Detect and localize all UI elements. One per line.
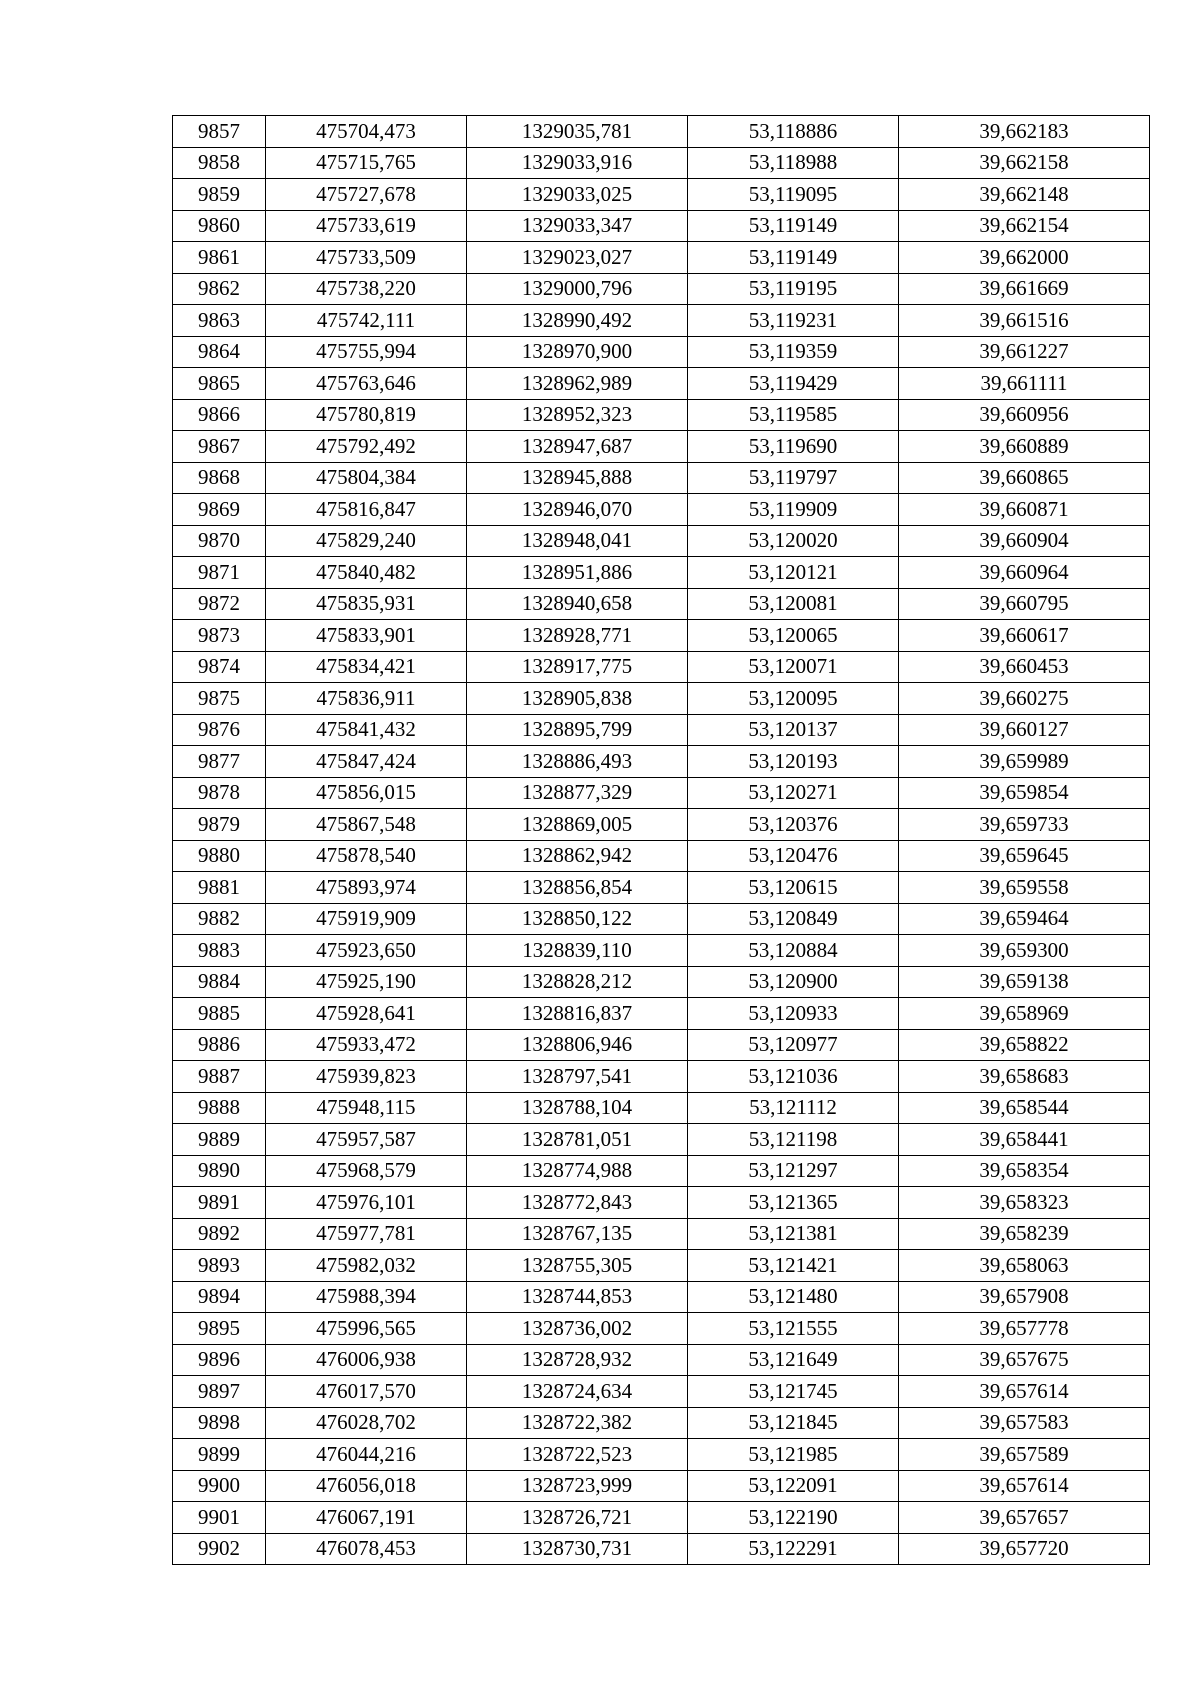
longitude-cell: 39,660453 bbox=[899, 651, 1150, 683]
table-row bbox=[173, 1061, 1150, 1093]
x-coordinate-cell: 475878,540 bbox=[266, 840, 467, 872]
latitude-cell: 53,121112 bbox=[688, 1092, 899, 1124]
longitude-cell: 39,658822 bbox=[899, 1029, 1150, 1061]
table-row bbox=[173, 872, 1150, 904]
latitude-cell: 53,121198 bbox=[688, 1124, 899, 1156]
x-coordinate-cell: 475715,765 bbox=[266, 147, 467, 179]
point-number-cell: 9890 bbox=[173, 1155, 266, 1187]
longitude-cell: 39,657720 bbox=[899, 1533, 1150, 1565]
table-row bbox=[173, 620, 1150, 652]
x-coordinate-cell: 475742,111 bbox=[266, 305, 467, 337]
x-coordinate-cell: 475977,781 bbox=[266, 1218, 467, 1250]
coordinates-table bbox=[172, 115, 1150, 1565]
y-coordinate-cell: 1328816,837 bbox=[467, 998, 688, 1030]
latitude-cell: 53,119909 bbox=[688, 494, 899, 526]
y-coordinate-cell: 1328917,775 bbox=[467, 651, 688, 683]
x-coordinate-cell: 475996,565 bbox=[266, 1313, 467, 1345]
point-number-cell: 9871 bbox=[173, 557, 266, 589]
latitude-cell: 53,119231 bbox=[688, 305, 899, 337]
point-number-cell: 9860 bbox=[173, 210, 266, 242]
x-coordinate-cell: 475919,909 bbox=[266, 903, 467, 935]
table-row bbox=[173, 683, 1150, 715]
longitude-cell: 39,657589 bbox=[899, 1439, 1150, 1471]
x-coordinate-cell: 475833,901 bbox=[266, 620, 467, 652]
point-number-cell: 9893 bbox=[173, 1250, 266, 1282]
y-coordinate-cell: 1328755,305 bbox=[467, 1250, 688, 1282]
table-row bbox=[173, 714, 1150, 746]
latitude-cell: 53,120071 bbox=[688, 651, 899, 683]
point-number-cell: 9864 bbox=[173, 336, 266, 368]
latitude-cell: 53,120977 bbox=[688, 1029, 899, 1061]
table-row bbox=[173, 1533, 1150, 1565]
longitude-cell: 39,659989 bbox=[899, 746, 1150, 778]
longitude-cell: 39,660795 bbox=[899, 588, 1150, 620]
y-coordinate-cell: 1328828,212 bbox=[467, 966, 688, 998]
table-row bbox=[173, 462, 1150, 494]
longitude-cell: 39,662158 bbox=[899, 147, 1150, 179]
table-row bbox=[173, 494, 1150, 526]
point-number-cell: 9898 bbox=[173, 1407, 266, 1439]
x-coordinate-cell: 476017,570 bbox=[266, 1376, 467, 1408]
latitude-cell: 53,120900 bbox=[688, 966, 899, 998]
longitude-cell: 39,660275 bbox=[899, 683, 1150, 715]
point-number-cell: 9896 bbox=[173, 1344, 266, 1376]
x-coordinate-cell: 475704,473 bbox=[266, 116, 467, 148]
y-coordinate-cell: 1328722,523 bbox=[467, 1439, 688, 1471]
point-number-cell: 9902 bbox=[173, 1533, 266, 1565]
point-number-cell: 9867 bbox=[173, 431, 266, 463]
y-coordinate-cell: 1328839,110 bbox=[467, 935, 688, 967]
x-coordinate-cell: 475840,482 bbox=[266, 557, 467, 589]
latitude-cell: 53,120476 bbox=[688, 840, 899, 872]
x-coordinate-cell: 475968,579 bbox=[266, 1155, 467, 1187]
x-coordinate-cell: 475893,974 bbox=[266, 872, 467, 904]
latitude-cell: 53,122291 bbox=[688, 1533, 899, 1565]
x-coordinate-cell: 476006,938 bbox=[266, 1344, 467, 1376]
latitude-cell: 53,121381 bbox=[688, 1218, 899, 1250]
table-row bbox=[173, 1155, 1150, 1187]
longitude-cell: 39,657583 bbox=[899, 1407, 1150, 1439]
latitude-cell: 53,121649 bbox=[688, 1344, 899, 1376]
point-number-cell: 9878 bbox=[173, 777, 266, 809]
longitude-cell: 39,657778 bbox=[899, 1313, 1150, 1345]
longitude-cell: 39,661516 bbox=[899, 305, 1150, 337]
x-coordinate-cell: 475727,678 bbox=[266, 179, 467, 211]
longitude-cell: 39,659138 bbox=[899, 966, 1150, 998]
latitude-cell: 53,120020 bbox=[688, 525, 899, 557]
longitude-cell: 39,659645 bbox=[899, 840, 1150, 872]
y-coordinate-cell: 1328806,946 bbox=[467, 1029, 688, 1061]
table-row bbox=[173, 1250, 1150, 1282]
point-number-cell: 9866 bbox=[173, 399, 266, 431]
longitude-cell: 39,658441 bbox=[899, 1124, 1150, 1156]
table-row bbox=[173, 1502, 1150, 1534]
longitude-cell: 39,662183 bbox=[899, 116, 1150, 148]
latitude-cell: 53,119429 bbox=[688, 368, 899, 400]
point-number-cell: 9872 bbox=[173, 588, 266, 620]
x-coordinate-cell: 475933,472 bbox=[266, 1029, 467, 1061]
longitude-cell: 39,659733 bbox=[899, 809, 1150, 841]
y-coordinate-cell: 1329000,796 bbox=[467, 273, 688, 305]
point-number-cell: 9885 bbox=[173, 998, 266, 1030]
table-row bbox=[173, 1470, 1150, 1502]
x-coordinate-cell: 475829,240 bbox=[266, 525, 467, 557]
point-number-cell: 9886 bbox=[173, 1029, 266, 1061]
longitude-cell: 39,660964 bbox=[899, 557, 1150, 589]
x-coordinate-cell: 476028,702 bbox=[266, 1407, 467, 1439]
point-number-cell: 9874 bbox=[173, 651, 266, 683]
latitude-cell: 53,120081 bbox=[688, 588, 899, 620]
point-number-cell: 9869 bbox=[173, 494, 266, 526]
table-row bbox=[173, 1218, 1150, 1250]
y-coordinate-cell: 1328945,888 bbox=[467, 462, 688, 494]
x-coordinate-cell: 475867,548 bbox=[266, 809, 467, 841]
table-row bbox=[173, 746, 1150, 778]
table-row bbox=[173, 431, 1150, 463]
x-coordinate-cell: 475939,823 bbox=[266, 1061, 467, 1093]
y-coordinate-cell: 1328774,988 bbox=[467, 1155, 688, 1187]
latitude-cell: 53,120884 bbox=[688, 935, 899, 967]
latitude-cell: 53,120095 bbox=[688, 683, 899, 715]
x-coordinate-cell: 475957,587 bbox=[266, 1124, 467, 1156]
table-row bbox=[173, 1124, 1150, 1156]
x-coordinate-cell: 475780,819 bbox=[266, 399, 467, 431]
x-coordinate-cell: 475733,619 bbox=[266, 210, 467, 242]
x-coordinate-cell: 476056,018 bbox=[266, 1470, 467, 1502]
longitude-cell: 39,662154 bbox=[899, 210, 1150, 242]
latitude-cell: 53,120933 bbox=[688, 998, 899, 1030]
point-number-cell: 9857 bbox=[173, 116, 266, 148]
x-coordinate-cell: 475841,432 bbox=[266, 714, 467, 746]
x-coordinate-cell: 475755,994 bbox=[266, 336, 467, 368]
latitude-cell: 53,121555 bbox=[688, 1313, 899, 1345]
y-coordinate-cell: 1328723,999 bbox=[467, 1470, 688, 1502]
y-coordinate-cell: 1328788,104 bbox=[467, 1092, 688, 1124]
x-coordinate-cell: 475792,492 bbox=[266, 431, 467, 463]
latitude-cell: 53,119585 bbox=[688, 399, 899, 431]
point-number-cell: 9899 bbox=[173, 1439, 266, 1471]
latitude-cell: 53,118886 bbox=[688, 116, 899, 148]
point-number-cell: 9883 bbox=[173, 935, 266, 967]
point-number-cell: 9862 bbox=[173, 273, 266, 305]
y-coordinate-cell: 1328767,135 bbox=[467, 1218, 688, 1250]
point-number-cell: 9895 bbox=[173, 1313, 266, 1345]
x-coordinate-cell: 475763,646 bbox=[266, 368, 467, 400]
point-number-cell: 9865 bbox=[173, 368, 266, 400]
y-coordinate-cell: 1329035,781 bbox=[467, 116, 688, 148]
y-coordinate-cell: 1328856,854 bbox=[467, 872, 688, 904]
longitude-cell: 39,657675 bbox=[899, 1344, 1150, 1376]
x-coordinate-cell: 475923,650 bbox=[266, 935, 467, 967]
table-row bbox=[173, 305, 1150, 337]
table-row bbox=[173, 651, 1150, 683]
x-coordinate-cell: 475982,032 bbox=[266, 1250, 467, 1282]
table-row bbox=[173, 840, 1150, 872]
x-coordinate-cell: 475925,190 bbox=[266, 966, 467, 998]
table-row bbox=[173, 903, 1150, 935]
table-row bbox=[173, 525, 1150, 557]
point-number-cell: 9888 bbox=[173, 1092, 266, 1124]
longitude-cell: 39,661227 bbox=[899, 336, 1150, 368]
table-row bbox=[173, 809, 1150, 841]
table-row bbox=[173, 966, 1150, 998]
table-row bbox=[173, 1187, 1150, 1219]
point-number-cell: 9870 bbox=[173, 525, 266, 557]
latitude-cell: 53,119359 bbox=[688, 336, 899, 368]
longitude-cell: 39,662148 bbox=[899, 179, 1150, 211]
latitude-cell: 53,119195 bbox=[688, 273, 899, 305]
y-coordinate-cell: 1328736,002 bbox=[467, 1313, 688, 1345]
y-coordinate-cell: 1328726,721 bbox=[467, 1502, 688, 1534]
point-number-cell: 9873 bbox=[173, 620, 266, 652]
y-coordinate-cell: 1328772,843 bbox=[467, 1187, 688, 1219]
longitude-cell: 39,660871 bbox=[899, 494, 1150, 526]
point-number-cell: 9879 bbox=[173, 809, 266, 841]
y-coordinate-cell: 1328970,900 bbox=[467, 336, 688, 368]
y-coordinate-cell: 1329033,025 bbox=[467, 179, 688, 211]
point-number-cell: 9897 bbox=[173, 1376, 266, 1408]
latitude-cell: 53,120065 bbox=[688, 620, 899, 652]
latitude-cell: 53,119095 bbox=[688, 179, 899, 211]
latitude-cell: 53,121421 bbox=[688, 1250, 899, 1282]
table-row bbox=[173, 1344, 1150, 1376]
x-coordinate-cell: 475816,847 bbox=[266, 494, 467, 526]
y-coordinate-cell: 1328886,493 bbox=[467, 746, 688, 778]
x-coordinate-cell: 475976,101 bbox=[266, 1187, 467, 1219]
latitude-cell: 53,121036 bbox=[688, 1061, 899, 1093]
table-row bbox=[173, 1029, 1150, 1061]
x-coordinate-cell: 475733,509 bbox=[266, 242, 467, 274]
x-coordinate-cell: 475856,015 bbox=[266, 777, 467, 809]
y-coordinate-cell: 1328951,886 bbox=[467, 557, 688, 589]
y-coordinate-cell: 1328940,658 bbox=[467, 588, 688, 620]
point-number-cell: 9858 bbox=[173, 147, 266, 179]
longitude-cell: 39,661669 bbox=[899, 273, 1150, 305]
table-row bbox=[173, 935, 1150, 967]
latitude-cell: 53,121365 bbox=[688, 1187, 899, 1219]
point-number-cell: 9877 bbox=[173, 746, 266, 778]
longitude-cell: 39,659558 bbox=[899, 872, 1150, 904]
y-coordinate-cell: 1328744,853 bbox=[467, 1281, 688, 1313]
longitude-cell: 39,661111 bbox=[899, 368, 1150, 400]
y-coordinate-cell: 1328730,731 bbox=[467, 1533, 688, 1565]
y-coordinate-cell: 1328862,942 bbox=[467, 840, 688, 872]
y-coordinate-cell: 1328905,838 bbox=[467, 683, 688, 715]
table-row bbox=[173, 242, 1150, 274]
y-coordinate-cell: 1329023,027 bbox=[467, 242, 688, 274]
point-number-cell: 9887 bbox=[173, 1061, 266, 1093]
longitude-cell: 39,658683 bbox=[899, 1061, 1150, 1093]
latitude-cell: 53,122091 bbox=[688, 1470, 899, 1502]
y-coordinate-cell: 1328728,932 bbox=[467, 1344, 688, 1376]
latitude-cell: 53,121480 bbox=[688, 1281, 899, 1313]
x-coordinate-cell: 475804,384 bbox=[266, 462, 467, 494]
point-number-cell: 9868 bbox=[173, 462, 266, 494]
table-row bbox=[173, 588, 1150, 620]
latitude-cell: 53,120849 bbox=[688, 903, 899, 935]
table-row bbox=[173, 179, 1150, 211]
table-row bbox=[173, 336, 1150, 368]
y-coordinate-cell: 1328722,382 bbox=[467, 1407, 688, 1439]
table-row bbox=[173, 1313, 1150, 1345]
latitude-cell: 53,119149 bbox=[688, 210, 899, 242]
longitude-cell: 39,658239 bbox=[899, 1218, 1150, 1250]
latitude-cell: 53,121845 bbox=[688, 1407, 899, 1439]
y-coordinate-cell: 1329033,916 bbox=[467, 147, 688, 179]
longitude-cell: 39,660889 bbox=[899, 431, 1150, 463]
table-body bbox=[173, 116, 1150, 1565]
y-coordinate-cell: 1328952,323 bbox=[467, 399, 688, 431]
table-row bbox=[173, 1281, 1150, 1313]
x-coordinate-cell: 475948,115 bbox=[266, 1092, 467, 1124]
latitude-cell: 53,120137 bbox=[688, 714, 899, 746]
longitude-cell: 39,657908 bbox=[899, 1281, 1150, 1313]
y-coordinate-cell: 1328946,070 bbox=[467, 494, 688, 526]
longitude-cell: 39,659854 bbox=[899, 777, 1150, 809]
point-number-cell: 9876 bbox=[173, 714, 266, 746]
x-coordinate-cell: 475834,421 bbox=[266, 651, 467, 683]
longitude-cell: 39,662000 bbox=[899, 242, 1150, 274]
y-coordinate-cell: 1328895,799 bbox=[467, 714, 688, 746]
point-number-cell: 9889 bbox=[173, 1124, 266, 1156]
y-coordinate-cell: 1328877,329 bbox=[467, 777, 688, 809]
latitude-cell: 53,119149 bbox=[688, 242, 899, 274]
x-coordinate-cell: 475835,931 bbox=[266, 588, 467, 620]
latitude-cell: 53,122190 bbox=[688, 1502, 899, 1534]
point-number-cell: 9884 bbox=[173, 966, 266, 998]
latitude-cell: 53,120193 bbox=[688, 746, 899, 778]
longitude-cell: 39,657614 bbox=[899, 1470, 1150, 1502]
y-coordinate-cell: 1328850,122 bbox=[467, 903, 688, 935]
x-coordinate-cell: 476078,453 bbox=[266, 1533, 467, 1565]
x-coordinate-cell: 475928,641 bbox=[266, 998, 467, 1030]
latitude-cell: 53,121985 bbox=[688, 1439, 899, 1471]
y-coordinate-cell: 1328948,041 bbox=[467, 525, 688, 557]
table-row bbox=[173, 1407, 1150, 1439]
longitude-cell: 39,660127 bbox=[899, 714, 1150, 746]
y-coordinate-cell: 1328781,051 bbox=[467, 1124, 688, 1156]
y-coordinate-cell: 1328928,771 bbox=[467, 620, 688, 652]
latitude-cell: 53,121745 bbox=[688, 1376, 899, 1408]
longitude-cell: 39,658323 bbox=[899, 1187, 1150, 1219]
latitude-cell: 53,120376 bbox=[688, 809, 899, 841]
point-number-cell: 9882 bbox=[173, 903, 266, 935]
latitude-cell: 53,118988 bbox=[688, 147, 899, 179]
x-coordinate-cell: 475738,220 bbox=[266, 273, 467, 305]
point-number-cell: 9894 bbox=[173, 1281, 266, 1313]
table-row bbox=[173, 1439, 1150, 1471]
table-row bbox=[173, 210, 1150, 242]
table-row bbox=[173, 147, 1150, 179]
x-coordinate-cell: 475988,394 bbox=[266, 1281, 467, 1313]
point-number-cell: 9891 bbox=[173, 1187, 266, 1219]
longitude-cell: 39,658354 bbox=[899, 1155, 1150, 1187]
table-row bbox=[173, 777, 1150, 809]
latitude-cell: 53,120121 bbox=[688, 557, 899, 589]
point-number-cell: 9875 bbox=[173, 683, 266, 715]
longitude-cell: 39,658063 bbox=[899, 1250, 1150, 1282]
table-row bbox=[173, 273, 1150, 305]
longitude-cell: 39,659300 bbox=[899, 935, 1150, 967]
x-coordinate-cell: 476067,191 bbox=[266, 1502, 467, 1534]
longitude-cell: 39,660617 bbox=[899, 620, 1150, 652]
x-coordinate-cell: 475847,424 bbox=[266, 746, 467, 778]
table-row bbox=[173, 1092, 1150, 1124]
longitude-cell: 39,660865 bbox=[899, 462, 1150, 494]
table-row bbox=[173, 368, 1150, 400]
point-number-cell: 9901 bbox=[173, 1502, 266, 1534]
longitude-cell: 39,659464 bbox=[899, 903, 1150, 935]
y-coordinate-cell: 1328869,005 bbox=[467, 809, 688, 841]
table-row bbox=[173, 399, 1150, 431]
latitude-cell: 53,119797 bbox=[688, 462, 899, 494]
y-coordinate-cell: 1328962,989 bbox=[467, 368, 688, 400]
point-number-cell: 9900 bbox=[173, 1470, 266, 1502]
y-coordinate-cell: 1328797,541 bbox=[467, 1061, 688, 1093]
longitude-cell: 39,658544 bbox=[899, 1092, 1150, 1124]
x-coordinate-cell: 475836,911 bbox=[266, 683, 467, 715]
point-number-cell: 9880 bbox=[173, 840, 266, 872]
table-row bbox=[173, 557, 1150, 589]
latitude-cell: 53,121297 bbox=[688, 1155, 899, 1187]
point-number-cell: 9892 bbox=[173, 1218, 266, 1250]
point-number-cell: 9861 bbox=[173, 242, 266, 274]
table-row bbox=[173, 116, 1150, 148]
longitude-cell: 39,657614 bbox=[899, 1376, 1150, 1408]
y-coordinate-cell: 1328947,687 bbox=[467, 431, 688, 463]
latitude-cell: 53,120271 bbox=[688, 777, 899, 809]
longitude-cell: 39,660904 bbox=[899, 525, 1150, 557]
x-coordinate-cell: 476044,216 bbox=[266, 1439, 467, 1471]
point-number-cell: 9863 bbox=[173, 305, 266, 337]
y-coordinate-cell: 1328724,634 bbox=[467, 1376, 688, 1408]
point-number-cell: 9881 bbox=[173, 872, 266, 904]
point-number-cell: 9859 bbox=[173, 179, 266, 211]
table-row bbox=[173, 998, 1150, 1030]
latitude-cell: 53,119690 bbox=[688, 431, 899, 463]
y-coordinate-cell: 1328990,492 bbox=[467, 305, 688, 337]
longitude-cell: 39,660956 bbox=[899, 399, 1150, 431]
longitude-cell: 39,658969 bbox=[899, 998, 1150, 1030]
longitude-cell: 39,657657 bbox=[899, 1502, 1150, 1534]
latitude-cell: 53,120615 bbox=[688, 872, 899, 904]
table-row bbox=[173, 1376, 1150, 1408]
y-coordinate-cell: 1329033,347 bbox=[467, 210, 688, 242]
